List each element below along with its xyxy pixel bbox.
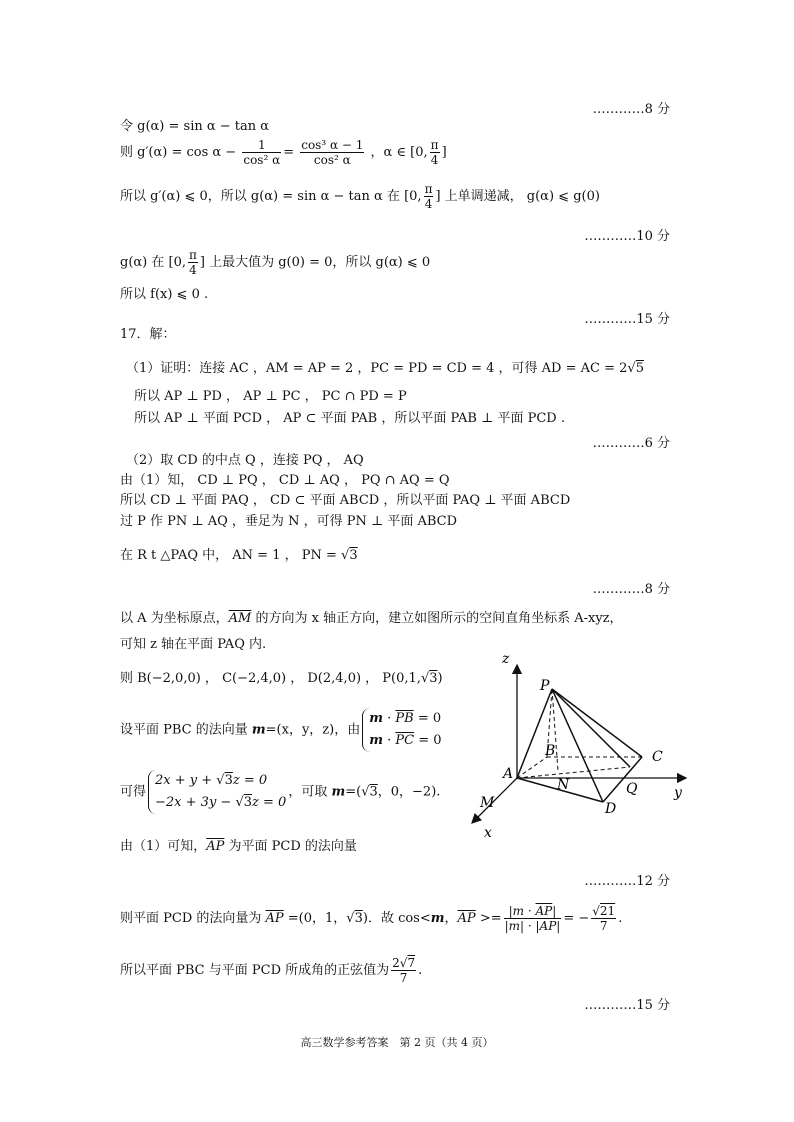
numerator: π (188, 248, 197, 262)
equation-system (362, 708, 441, 752)
denominator: 4 (424, 197, 433, 211)
label-z: z (502, 651, 510, 667)
text-line: 令 g(α) = sin α − tan α (120, 119, 270, 134)
text-line: 可知 z 轴在平面 PAQ 内. (120, 637, 267, 652)
monotonic-line (120, 182, 600, 211)
question-heading: 17．解： (120, 327, 176, 342)
text: 则 g′(α) = cos α − (120, 145, 237, 160)
label-N: N (557, 777, 570, 793)
score-marker: …………12 分 (584, 874, 670, 889)
text: −2x + 3y − (155, 795, 236, 810)
derivative-line: 则 g′(α) = cos α − $\frac{1}{\text{cos² α}}$ = $\frac{\text{cos³ α − 1}}{\text{cos² α}}$ ，α ∈ [0, $\frac{\pi}{4}$ ] (120, 138, 447, 167)
text: =(0，1， (283, 911, 347, 926)
text-line: 所以 f(x) ⩽ 0 . (120, 287, 209, 302)
text: ，可取 (288, 784, 332, 800)
pyramid-figure (460, 645, 700, 845)
denominator: 4 (189, 263, 197, 277)
cosine-line: 则平面 PCD 的法向量为 $\overline{AP} =(0$，1，√3)．故 cos<m，$\overline{AP}$ >= $\frac{|m \cdot \overline{AP}|}{|m| \cdot |AP|}$ = − $\frac{√21}{7}$ . (120, 904, 623, 933)
sqrt-radicand: 7 (407, 956, 416, 970)
sqrt-radicand: 3 (349, 548, 358, 563)
text-line (120, 838, 357, 856)
text-line: 所以 AP ⊥ 平面 PCD ， AP ⊂ 平面 PAB ，所以平面 PAB ⊥ 平面 PCD . (134, 411, 565, 426)
text: >= (475, 911, 502, 926)
text: 由（1）可知， (120, 839, 207, 854)
fraction (424, 182, 434, 211)
text: 2x + y + (155, 773, 217, 788)
edge-PC (552, 689, 642, 757)
text: = 0 (413, 711, 442, 726)
text: ] (441, 145, 447, 160)
label-B: B (545, 743, 556, 759)
vector-m: m (369, 733, 383, 748)
vector-m: m (430, 911, 445, 926)
dot: · (382, 733, 396, 748)
vector: $\overline{PB}$ (395, 711, 414, 726)
denominator: 7 (599, 919, 608, 933)
text-line: 在 R t △PAQ 中， AN = 1 ， PN = √3 (120, 548, 358, 563)
sqrt-radicand: 3 (354, 911, 363, 926)
normal-vector-line (120, 708, 444, 752)
sqrt-radicand: 3 (224, 773, 233, 788)
label-Q: Q (626, 781, 638, 797)
text: 则 B(−2,0,0) ， C(−2,4,0) ， D(2,4,0) ， P(0,1, (120, 671, 421, 686)
text-line: （1）证明：连接 AC ，AM = AP = 2 ，PC = PD = CD = 4 ，可得 AD = AC = 2√5 (126, 361, 644, 376)
vector: $\overline{AP}$ (457, 911, 476, 926)
text: . (618, 911, 623, 926)
equation: 2x + y + √3z = 0 (155, 773, 268, 788)
sqrt-radicand: 5 (635, 361, 644, 376)
vector: $\overline{AP}$ (206, 839, 225, 854)
text: ，α ∈ [0, (370, 145, 428, 160)
label-P: P (540, 678, 550, 694)
numerator (504, 904, 562, 919)
segment-AQ (517, 767, 630, 778)
text: ，0，−2). (377, 784, 441, 800)
text-line: （2）取 CD 的中点 Q ，连接 PQ ， AQ (126, 453, 364, 468)
text: 所以平面 PBC 与平面 PCD 所成角的正弦值为 (120, 963, 390, 978)
sqrt-radicand: 3 (429, 671, 438, 686)
score-marker: …………6 分 (592, 436, 670, 451)
page-footer: 高三数学参考答案 第 2 页（共 4 页） (300, 1036, 494, 1049)
sqrt-radicand: 3 (243, 795, 253, 810)
score-marker: …………8 分 (592, 582, 670, 597)
text-line: 由（1）知， CD ⊥ PQ ， CD ⊥ AQ ， PQ ∩ AQ = Q (120, 473, 450, 488)
text: |m · (508, 904, 536, 918)
vector-m: m (251, 722, 266, 738)
fraction (591, 904, 616, 933)
text: g(α) 在 [0, (120, 255, 186, 270)
text: ] 上最大值为 g(0) = 0，所以 g(α) ⩽ 0 (199, 255, 431, 270)
numerator: 2√7 (392, 956, 416, 970)
text: = − (563, 911, 590, 926)
numerator: cos³ α − 1 (301, 138, 364, 152)
sqrt-radicand: 21 (599, 904, 616, 918)
text: 的方向为 x 轴正方向，建立如图所示的空间直角坐标系 A-xyz， (251, 611, 623, 626)
vector: $\overline{AM}$ (228, 611, 252, 626)
text: = 0 (414, 733, 442, 748)
text: 所以 g′(α) ⩽ 0，所以 g(α) = sin α − tan α 在 [0, (120, 189, 422, 204)
label-y: y (674, 785, 682, 801)
vector: $\overline{AP}$ (535, 904, 553, 918)
denominator: 4 (430, 153, 439, 167)
text: ， (444, 911, 458, 926)
score-marker: …………8 分 (592, 102, 670, 117)
fraction (391, 956, 416, 985)
text: 以 A 为坐标原点， (120, 611, 229, 626)
text-line: 所以 CD ⊥ 平面 PAQ ， CD ⊂ 平面 ABCD ，所以平面 PAQ ⊥ 平面 ABCD (120, 493, 571, 508)
vector-m: m (369, 711, 383, 726)
sqrt-radicand: 3 (369, 784, 378, 800)
text: =(x，y，z)，由 (265, 722, 361, 738)
denominator: cos² α (313, 153, 351, 167)
equation-system (148, 770, 286, 814)
segment-PQ (552, 689, 630, 767)
solve-line: 可得 2x + y + √3z = 0 −2x + 3y − √3z = 0 ，可取 m=(√3，0，−2). (120, 770, 440, 814)
label-A: A (503, 766, 514, 782)
text-line: 过 P 作 PN ⊥ AQ ，垂足为 N ，可得 PN ⊥ 平面 ABCD (120, 514, 458, 529)
final-line (120, 956, 422, 985)
denominator: |m| · |AP| (504, 919, 561, 933)
text: )．故 cos< (362, 911, 431, 926)
label-C: C (652, 749, 663, 765)
fraction (188, 248, 198, 277)
text: z = 0 (232, 773, 268, 788)
fraction (430, 138, 440, 167)
text: =( (345, 784, 362, 800)
label-D: D (605, 801, 617, 817)
text: 2 (392, 956, 400, 970)
text-line: 则 B(−2,0,0) ， C(−2,4,0) ， D(2,4,0) ， P(0,1,√3) (120, 671, 443, 686)
score-marker: …………15 分 (584, 998, 670, 1013)
numerator: π (424, 182, 433, 196)
score-marker: …………15 分 (584, 312, 670, 327)
text: z = 0 (252, 795, 287, 810)
text: （1）证明：连接 AC ，AM = AP = 2 ，PC = PD = CD = 4 ，可得 AD = AC = 2 (126, 361, 628, 376)
denominator: cos² α (243, 153, 281, 167)
text: 为平面 PCD 的法向量 (224, 839, 357, 854)
numerator: π (430, 138, 439, 152)
label-x: x (484, 825, 492, 841)
equation: −2x + 3y − √3z = 0 (155, 795, 287, 810)
text: ] 上单调递减， g(α) ⩽ g(0) (435, 189, 600, 204)
text: 则平面 PCD 的法向量为 (120, 911, 266, 926)
vector: $\overline{PC}$ (395, 733, 415, 748)
equation (369, 730, 441, 752)
max-line (120, 248, 430, 277)
vector-m: m (331, 784, 346, 800)
label-M: M (480, 795, 495, 811)
text-line: 所以 AP ⊥ PD ， AP ⊥ PC ， PC ∩ PD = P (134, 389, 407, 404)
text-line (120, 610, 623, 628)
score-marker: …………10 分 (584, 229, 670, 244)
equation (369, 708, 441, 730)
text: 可得 (120, 784, 147, 800)
dot: · (382, 711, 396, 726)
x-axis (472, 778, 517, 823)
text: . (418, 963, 423, 978)
vector: $\overline{AP}$ (265, 911, 284, 926)
text: 在 R t △PAQ 中， AN = 1 ， PN = (120, 548, 342, 563)
numerator: 1 (242, 138, 281, 153)
fraction (242, 138, 281, 167)
edge-AP (517, 689, 552, 778)
text: ) (437, 671, 443, 686)
fraction (504, 904, 562, 933)
text: 设平面 PBC 的法向量 (120, 722, 252, 738)
denominator: 7 (399, 971, 408, 985)
fraction (300, 138, 364, 167)
numerator: √21 (592, 904, 616, 918)
text: | (552, 904, 557, 918)
